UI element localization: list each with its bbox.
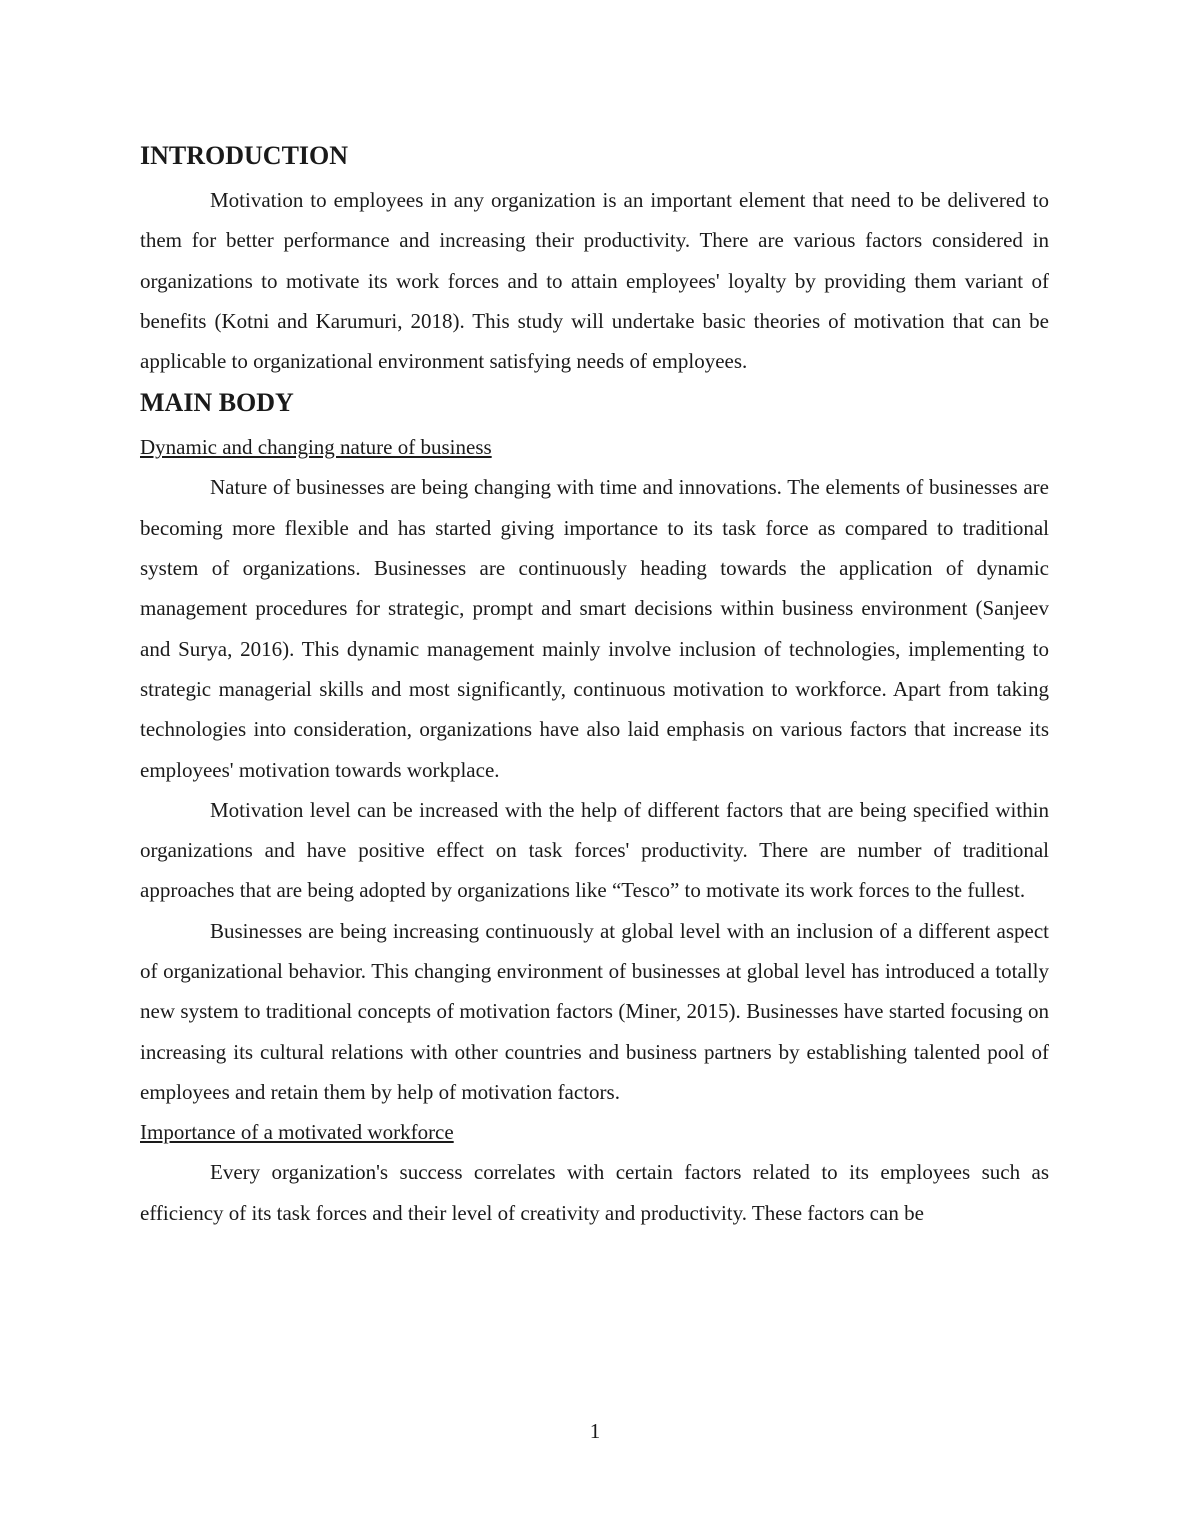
body-paragraph: Motivation level can be increased with the help of different factors that are being specified within organizations and have positive effect on task forces' productivity. There are number of traditional approaches that are being adopted by organizations like “Tesco” to motivate its work forces to the fullest. — [140, 797, 1049, 903]
section-title-dynamic-business: Dynamic and changing nature of business — [140, 435, 492, 460]
introduction-heading: INTRODUCTION — [140, 141, 349, 170]
intro-paragraph: Motivation to employees in any organization is an important element that need to be delivered to them for better performance and increasing their productivity. There are various factors considered in organizations to motivate its work forces and to attain employees' loyalty by providing them variant of benefits (Kotni and Karumuri, 2018). This study will undertake basic theories of motivation that can be applicable to organizational environment satisfying needs of employees. — [140, 188, 1049, 374]
body-paragraph: Businesses are being increasing continuously at global level with an inclusion of a different aspect of organizational behavior. This changing environment of businesses at global level has introduced a totally new system to traditional concepts of motivation factors (Miner, 2015). Businesses have started focusing on increasing its cultural relations with other countries and business partners by establishing talented pool of employees and retain them by help of motivation factors. — [140, 918, 1049, 1104]
document-page — [140, 138, 1049, 1233]
body-paragraph: Every organization's success correlates with certain factors related to its employees such as efficiency of its task forces and their level of creativity and productivity. These factors can be — [140, 1160, 1049, 1225]
page-number: 1 — [589, 1419, 601, 1443]
section-title-motivated-workforce: Importance of a motivated workforce — [140, 1120, 454, 1145]
body-paragraph: Nature of businesses are being changing with time and innovations. The elements of businesses are becoming more flexible and has started giving importance to its task force as compared to traditional system of organizations. Businesses are continuously heading towards the application of dynamic management procedures for strategic, prompt and smart decisions within business environment (Sanjeev and Surya, 2016). This dynamic management mainly involve inclusion of technologies, implementing to strategic managerial skills and most significantly, continuous motivation to workforce. Apart from taking technologies into consideration, organizations have also laid emphasis on various factors that increase its employees' motivation towards workplace. — [140, 475, 1049, 782]
main-body-heading: MAIN BODY — [140, 388, 294, 418]
